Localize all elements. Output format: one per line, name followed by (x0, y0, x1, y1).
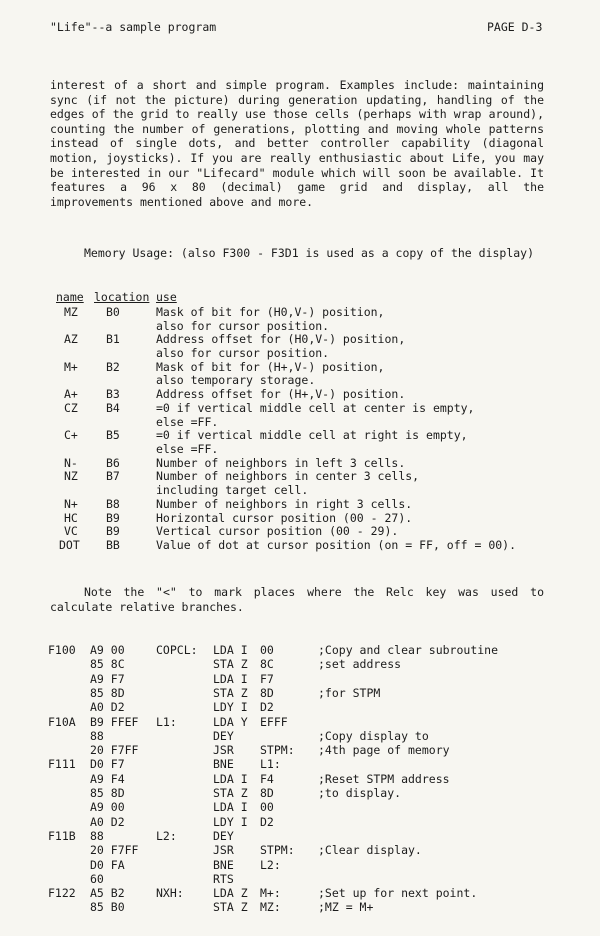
code-bytes: A5 B2 (90, 886, 125, 901)
code-bytes: A9 00 (90, 643, 125, 657)
code-opcode: LDA I (213, 771, 248, 786)
code-bytes: A0 D2 (90, 814, 125, 829)
code-operand: 8D (260, 685, 274, 700)
memory-location: B5 (106, 428, 120, 443)
memory-use: Address offset for (H0,V-) position, (156, 332, 406, 347)
code-opcode: STA Z (213, 900, 248, 915)
code-bytes: B9 FFEF (90, 714, 139, 729)
memory-use: =0 if vertical middle cell at center is empty, (156, 400, 475, 415)
code-bytes: 85 B0 (90, 900, 125, 915)
code-operand: 00 (260, 800, 274, 815)
code-comment: ;to display. (318, 786, 402, 800)
memory-name: N+ (64, 496, 78, 511)
memory-name: AZ (64, 332, 78, 347)
code-label: L2: (156, 828, 177, 843)
code-opcode: LDA I (213, 800, 248, 815)
code-comment: ;set address (318, 657, 402, 672)
code-bytes: 20 F7FF (90, 743, 139, 758)
code-bytes: A9 F4 (90, 771, 125, 786)
code-operand: 00 (260, 643, 274, 657)
code-bytes: 88 (90, 828, 104, 843)
intro-paragraph: interest of a short and simple program. Examples include: maintaining sync (if not the picture) during generation updating, handling of the edges of the grid to really use those cells (perhaps with wrap around), counting the number of generations, plotting and moving whole patterns instead of single dots, and better controller capability (diagonal motion, joysticks). If you are really enthusiastic about Life, you may be interested in our "Lifecard" module which will soon be available. It features a 96 x 80 (decimal) game grid and display, all the improvements mentioned above and more. (50, 78, 544, 209)
memory-use: Value of dot at cursor position (on = FF, off = 00). (156, 537, 517, 552)
code-comment: ;Clear display. (318, 843, 422, 858)
code-address: F10A (48, 714, 76, 729)
code-bytes: 88 (90, 728, 104, 743)
code-bytes: 85 8D (90, 786, 125, 800)
code-operand: 8C (260, 657, 274, 672)
memory-location: B1 (106, 332, 120, 347)
code-opcode: DEY (213, 828, 234, 843)
memory-use: Address offset for (H+,V-) position. (156, 387, 406, 402)
code-address: F111 (48, 757, 76, 772)
memory-use: else =FF. (156, 441, 219, 456)
memory-name: VC (64, 524, 78, 539)
document-title: "Life"--a sample program (50, 20, 217, 34)
memory-location: BB (106, 537, 120, 552)
note-paragraph: Note the "<" to mark places where the Relc key was used to calculate relative branches. (50, 585, 544, 614)
code-comment: ;for STPM (318, 685, 381, 700)
code-opcode: LDA Z (213, 886, 248, 901)
code-opcode: JSR (213, 743, 234, 758)
memory-name: HC (64, 510, 78, 525)
code-operand: EFFF (260, 714, 288, 729)
memory-location: B9 (106, 510, 120, 525)
code-opcode: LDA I (213, 643, 248, 657)
code-opcode: LDA I (213, 671, 248, 686)
code-opcode: LDY I (213, 700, 248, 715)
memory-use: also temporary storage. (156, 373, 316, 388)
code-opcode: JSR (213, 843, 234, 858)
memory-location: B4 (106, 400, 120, 415)
code-opcode: LDY I (213, 814, 248, 829)
memory-name: MZ (64, 305, 78, 319)
code-label: NXH: (156, 886, 184, 901)
memory-use: also for cursor position. (156, 346, 330, 361)
memory-use: Mask of bit for (H+,V-) position, (156, 359, 385, 374)
code-operand: M+: (260, 886, 281, 901)
code-operand: MZ: (260, 900, 281, 915)
code-label: COPCL: (156, 643, 198, 657)
code-comment: ;4th page of memory (318, 743, 450, 758)
code-operand: L2: (260, 857, 281, 872)
memory-use: Horizontal cursor position (00 - 27). (156, 510, 413, 525)
memory-name: M+ (64, 359, 78, 374)
memory-name: A+ (64, 387, 78, 402)
code-comment: ;Set up for next point. (318, 886, 478, 901)
code-operand: F4 (260, 771, 274, 786)
code-opcode: STA Z (213, 657, 248, 672)
code-bytes: 60 (90, 871, 104, 886)
code-comment: ;Copy display to (318, 728, 429, 743)
code-operand: L1: (260, 757, 281, 772)
memory-location: B0 (106, 305, 120, 319)
memory-location: B8 (106, 496, 120, 511)
code-label: L1: (156, 714, 177, 729)
code-bytes: D0 F7 (90, 757, 125, 772)
memory-use: Number of neighbors in left 3 cells. (156, 455, 406, 470)
code-opcode: RTS (213, 871, 234, 886)
memory-use: else =FF. (156, 414, 219, 429)
code-opcode: STA Z (213, 786, 248, 800)
memory-use: =0 if vertical middle cell at right is empty, (156, 428, 468, 443)
column-header-name: name (56, 290, 84, 304)
memory-use: including target cell. (156, 483, 309, 498)
code-address: F100 (48, 643, 76, 657)
code-bytes: 85 8D (90, 685, 125, 700)
memory-location: B2 (106, 359, 120, 374)
code-bytes: 20 F7FF (90, 843, 139, 858)
memory-use: Number of neighbors in center 3 cells, (156, 469, 420, 484)
code-bytes: A0 D2 (90, 700, 125, 715)
memory-location: B7 (106, 469, 120, 484)
code-bytes: D0 FA (90, 857, 125, 872)
code-address: F11B (48, 828, 76, 843)
code-operand: D2 (260, 700, 274, 715)
column-header-location: location (94, 290, 150, 304)
memory-use: Mask of bit for (H0,V-) position, (156, 305, 385, 319)
code-operand: 8D (260, 786, 274, 800)
memory-usage-paragraph: Memory Usage: (also F300 - F3D1 is used as a copy of the display) (84, 246, 535, 260)
page-number: PAGE D-3 (487, 20, 543, 34)
code-comment: ;MZ = M+ (318, 900, 374, 915)
code-operand: STPM: (260, 843, 295, 858)
memory-location: B6 (106, 455, 120, 470)
code-bytes: A9 F7 (90, 671, 125, 686)
memory-name: N- (64, 455, 78, 470)
code-bytes: A9 00 (90, 800, 125, 815)
memory-use: Vertical cursor position (00 - 29). (156, 524, 399, 539)
code-operand: STPM: (260, 743, 295, 758)
code-address: F122 (48, 886, 76, 901)
code-opcode: STA Z (213, 685, 248, 700)
memory-location: B9 (106, 524, 120, 539)
memory-location: B3 (106, 387, 120, 402)
code-operand: F7 (260, 671, 274, 686)
code-opcode: BNE (213, 857, 234, 872)
code-opcode: DEY (213, 728, 234, 743)
memory-name: C+ (64, 428, 78, 443)
code-opcode: BNE (213, 757, 234, 772)
memory-use: also for cursor position. (156, 318, 330, 333)
code-comment: ;Reset STPM address (318, 771, 450, 786)
code-opcode: LDA Y (213, 714, 248, 729)
memory-name: CZ (64, 400, 78, 415)
memory-name: DOT (59, 537, 80, 552)
memory-name: NZ (64, 469, 78, 484)
memory-use: Number of neighbors in right 3 cells. (156, 496, 413, 511)
code-bytes: 85 8C (90, 657, 125, 672)
code-comment: ;Copy and clear subroutine (318, 643, 499, 657)
column-header-use: use (156, 290, 177, 304)
code-operand: D2 (260, 814, 274, 829)
